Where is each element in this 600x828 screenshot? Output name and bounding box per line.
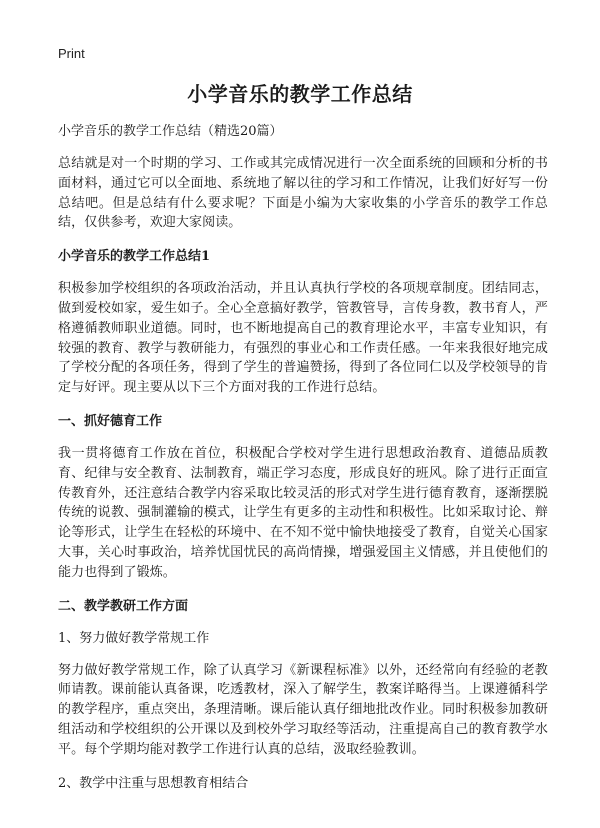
moral-education-paragraph: 我一贯将德育工作放在首位，积极配合学校对学生进行思想政治教育、道德品质教育、纪律与安全教育、法制教育，端正学习态度，形成良好的班风。除了进行正面宣传教育外，还注意结合教学内容采取比较灵活的形式对学生进行德育教育，逐渐摆脱传统的说教、强制灌输的模式，让学生有更多的主动性和积极性。比如采取讨论、辩论等形式，让学生在轻松的环境中、在不知不觉中愉快地接受了教育，自觉关心国家大事，关心时事政治，培养忧国忧民的高尚情操，增强爱国主义情感，并且使他们的能力也得到了锻炼。 bbox=[58, 445, 548, 580]
section-heading-1: 小学音乐的教学工作总结1 bbox=[58, 249, 211, 265]
section1-paragraph: 积极参加学校组织的各项政治活动，并且认真执行学校的各项规章制度。团结同志，做到爱校如家，爱生如子。全心全意搞好教学，管教管导，言传身教，教书育人，严格遵循教师职业道德。同时，也不断地提高自己的教育理论水平，丰富专业知识，有较强的教育、教学与教研能力，有强烈的事业心和工作责任感。一年来我很好地完成了学校分配的各项任务，得到了学生的普遍赞扬，得到了各位同仁以及学校领导的肯定与好评。现主要从以下三个方面对我的工作进行总结。 bbox=[58, 281, 548, 396]
intro-paragraph: 总结就是对一个时期的学习、工作或其完成情况进行一次全面系统的回顾和分析的书面材料，通过它可以全面地、系统地了解以往的学习和工作情况，让我们好好写一份总结吧。但是总结有什么要求呢？下面是小编为大家收集的小学音乐的教学工作总结，仅供参考，欢迎大家阅读。 bbox=[58, 156, 548, 231]
document-title: 小学音乐的教学工作总结 bbox=[187, 82, 413, 106]
document-subtitle: 小学音乐的教学工作总结（精选20篇） bbox=[58, 124, 283, 139]
document-body bbox=[58, 122, 548, 806]
subheading-routine-work: 1、努力做好教学常规工作 bbox=[58, 630, 210, 646]
heading-teaching-research: 二、教学教研工作方面 bbox=[58, 598, 189, 614]
subheading-ideological-education: 2、教学中注重与思想教育相结合 bbox=[58, 775, 249, 791]
print-link[interactable]: Print bbox=[58, 46, 85, 61]
routine-work-paragraph: 努力做好教学常规工作，除了认真学习《新课程标准》以外，还经常向有经验的老教师请教。课前能认真备课，吃透教材，深入了解学生，教案详略得当。上课遵循科学的教学程序，重点突出，条理清晰。课后能认真仔细地批改作业。同时积极参加教研组活动和学校组织的公开课以及到校外学习取经等活动，注重提高自己的教育教学水平。每个学期均能对教学工作进行认真的总结，汲取经验教训。 bbox=[58, 662, 548, 757]
heading-moral-education: 一、抓好德育工作 bbox=[58, 413, 163, 429]
